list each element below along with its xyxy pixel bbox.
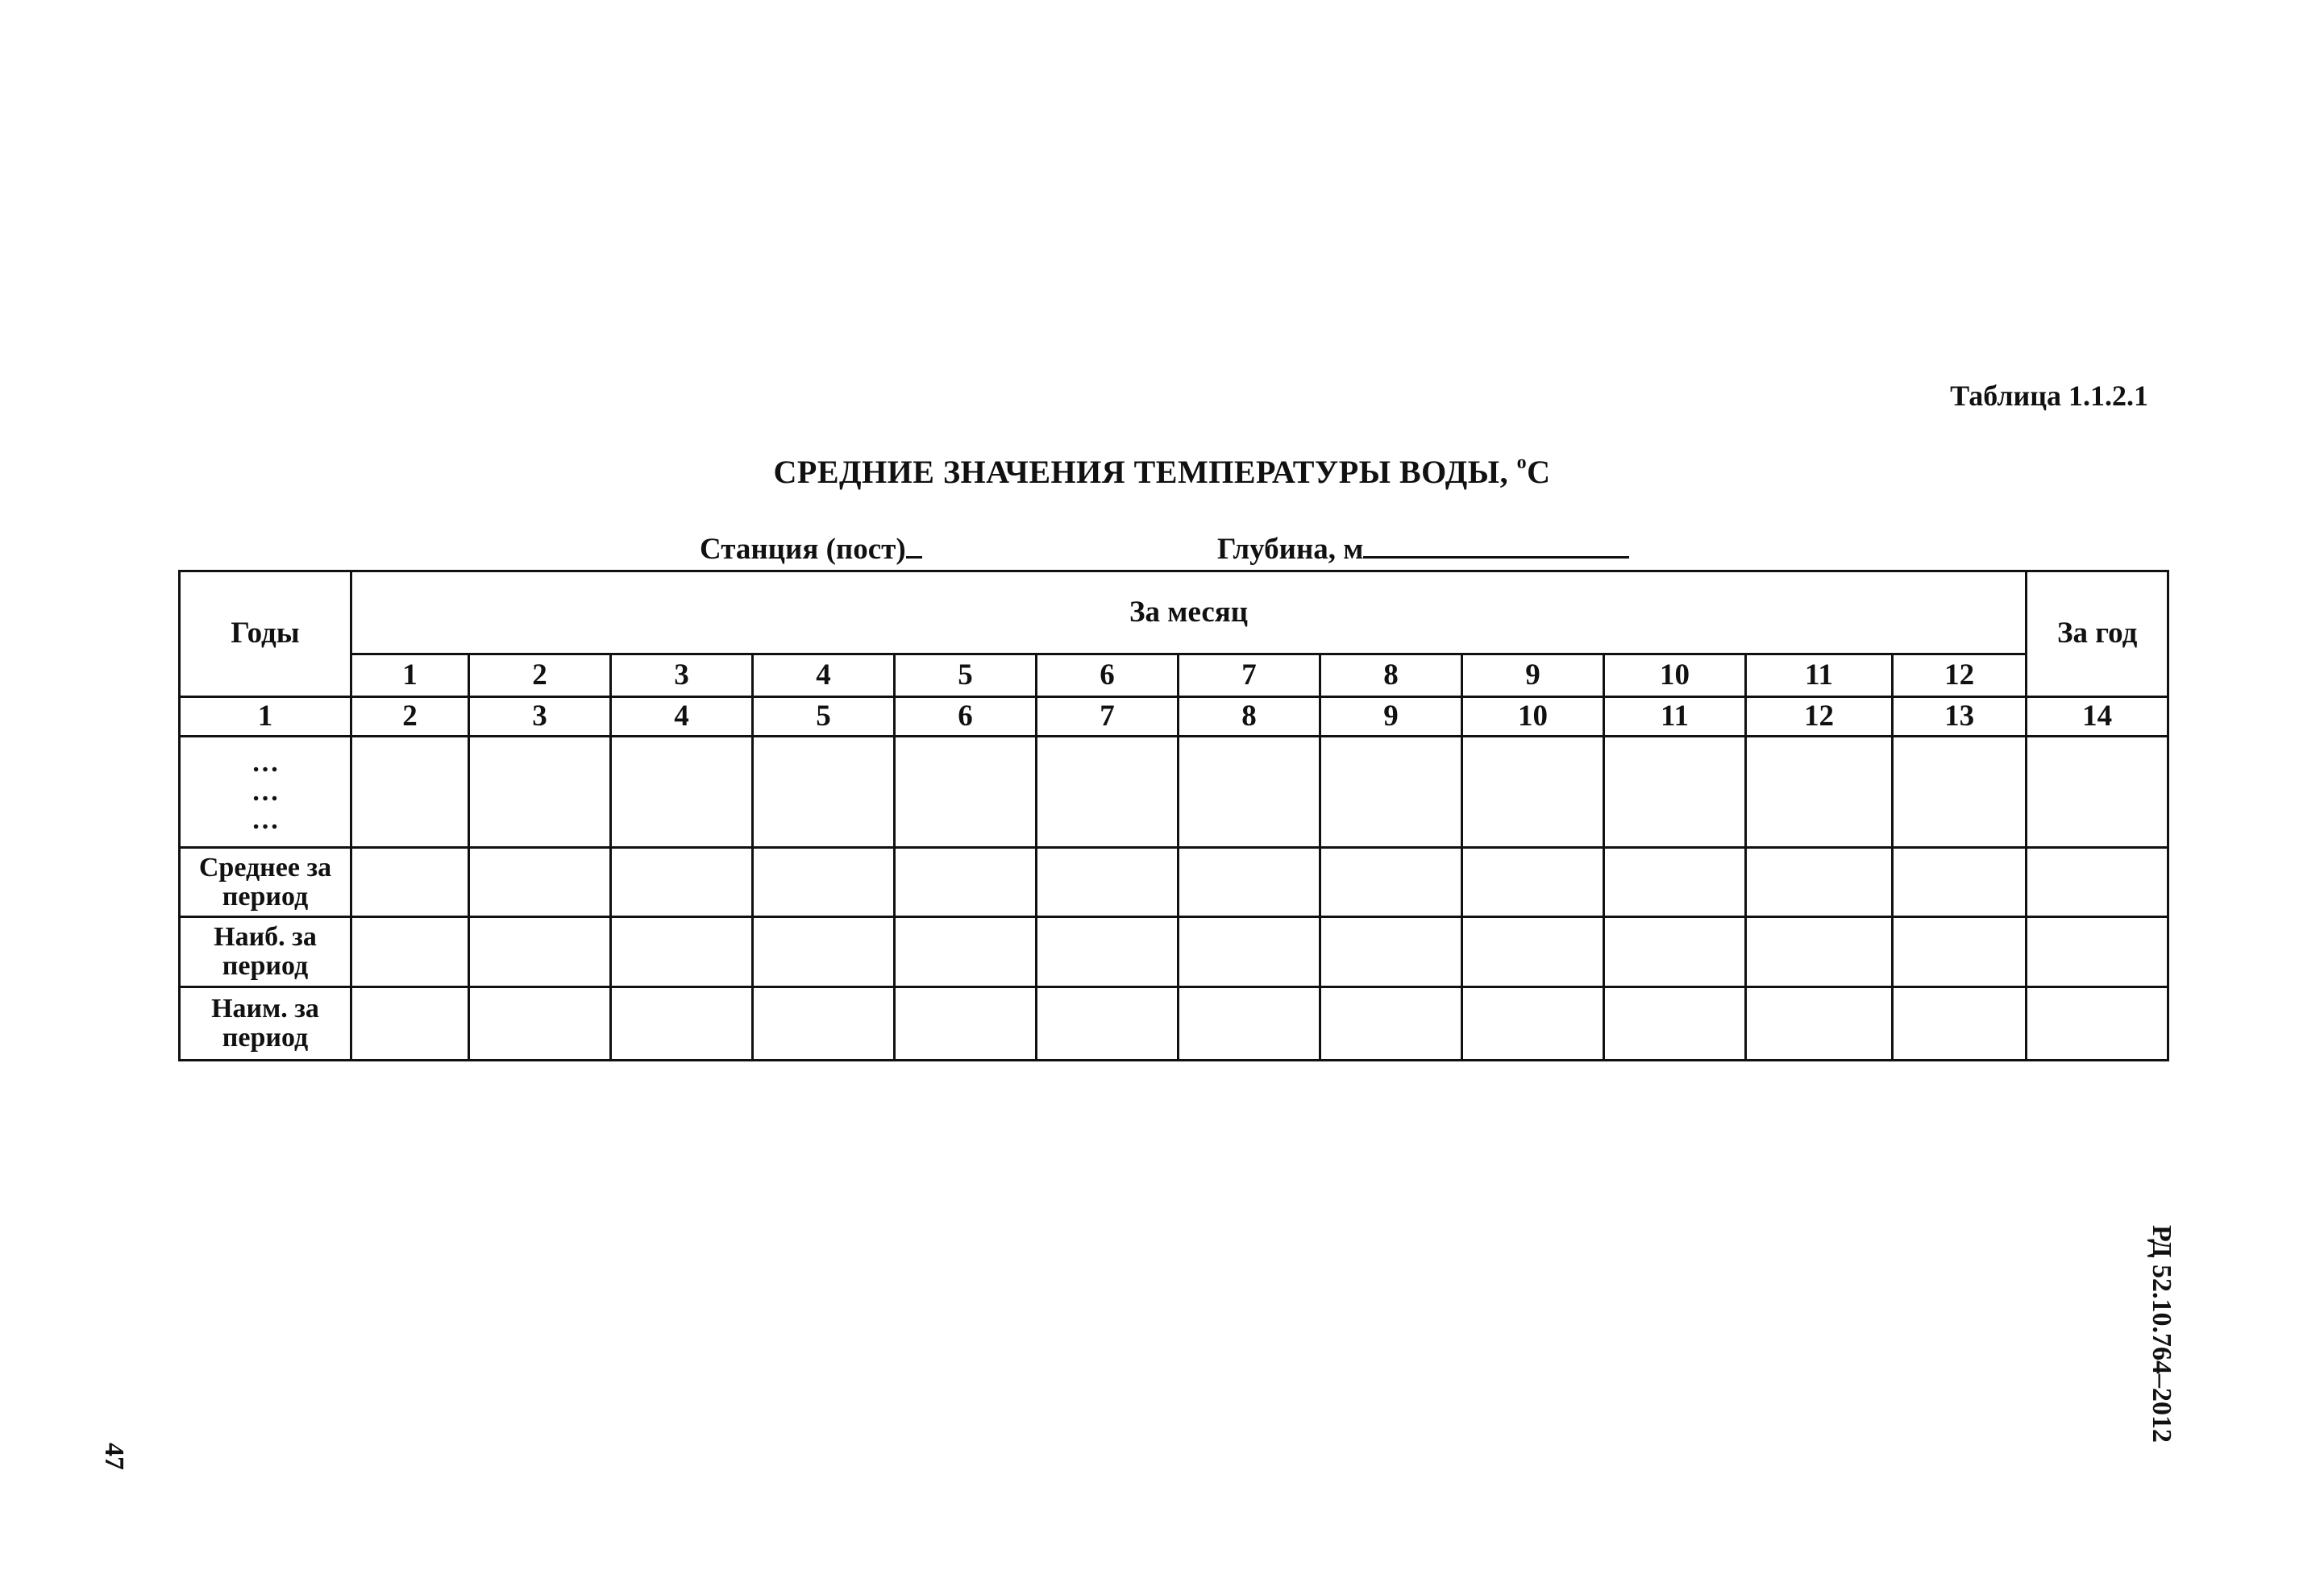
table-cell	[469, 987, 611, 1061]
table-cell	[351, 848, 469, 917]
years-ellipsis-cell	[180, 737, 351, 848]
depth-field	[1217, 532, 1629, 567]
table-cell	[753, 987, 895, 1061]
column-number: 8	[1179, 697, 1320, 737]
title-unit-degree: o	[1516, 451, 1528, 473]
table-cell	[2027, 848, 2168, 917]
summary-row-max	[180, 917, 2168, 987]
table-cell	[1037, 917, 1179, 987]
column-number: 10	[1462, 697, 1604, 737]
month-number: 12	[1893, 654, 2027, 697]
header-year: За год	[2027, 571, 2168, 697]
month-number: 10	[1604, 654, 1746, 697]
column-number: 11	[1604, 697, 1746, 737]
table-cell	[469, 737, 611, 848]
month-number: 9	[1462, 654, 1604, 697]
table-cell	[1320, 987, 1462, 1061]
month-number: 8	[1320, 654, 1462, 697]
ellipsis-mark: …	[252, 805, 279, 836]
table-cell	[2027, 917, 2168, 987]
table-cell	[351, 917, 469, 987]
table-cell	[895, 737, 1037, 848]
column-number: 7	[1037, 697, 1179, 737]
column-number: 1	[180, 697, 351, 737]
column-number: 5	[753, 697, 895, 737]
table-cell	[611, 737, 753, 848]
summary-label-line: Наиб. за	[214, 922, 317, 953]
page-number: 47	[99, 1443, 129, 1470]
month-numbers-row	[180, 654, 2168, 697]
table-cell	[1893, 737, 2027, 848]
column-number: 12	[1746, 697, 1893, 737]
table-cell	[611, 917, 753, 987]
table-cell	[1320, 848, 1462, 917]
table-cell	[469, 848, 611, 917]
table-cell	[1037, 848, 1179, 917]
title-unit: C	[1527, 454, 1551, 490]
table-cell	[1037, 737, 1179, 848]
page-title	[0, 453, 2324, 491]
table-cell	[351, 737, 469, 848]
table-cell	[1179, 737, 1320, 848]
table-cell	[1462, 848, 1604, 917]
table-cell	[1604, 848, 1746, 917]
column-number: 13	[1893, 697, 2027, 737]
column-numbers-row	[180, 697, 2168, 737]
table-cell	[895, 848, 1037, 917]
month-number: 1	[351, 654, 469, 697]
table-cell	[1893, 987, 2027, 1061]
table-cell	[611, 848, 753, 917]
years-data-row	[180, 737, 2168, 848]
table-cell	[1604, 737, 1746, 848]
column-number: 3	[469, 697, 611, 737]
table-cell	[1462, 737, 1604, 848]
table-cell	[1746, 917, 1893, 987]
table-number: Таблица 1.1.2.1	[1950, 380, 2148, 412]
table-cell	[1037, 987, 1179, 1061]
ellipsis-mark: …	[252, 776, 279, 807]
station-field	[700, 532, 922, 567]
header-month-group: За месяц	[351, 571, 2027, 654]
month-number: 5	[895, 654, 1037, 697]
summary-label-max	[180, 917, 351, 987]
table-cell	[753, 848, 895, 917]
table-cell	[753, 737, 895, 848]
summary-label-line: период	[222, 881, 309, 912]
ellipsis-mark: …	[252, 747, 279, 778]
table-cell	[1179, 848, 1320, 917]
summary-label-line: период	[222, 951, 309, 981]
table-cell	[1179, 987, 1320, 1061]
month-number: 4	[753, 654, 895, 697]
table-cell	[1320, 917, 1462, 987]
month-number: 7	[1179, 654, 1320, 697]
table-cell	[1462, 917, 1604, 987]
month-number: 2	[469, 654, 611, 697]
table-cell	[1462, 987, 1604, 1061]
table-cell	[611, 987, 753, 1061]
table-cell	[1604, 987, 1746, 1061]
summary-label-mean	[180, 848, 351, 917]
table-cell	[1746, 848, 1893, 917]
summary-row-min	[180, 987, 2168, 1061]
table-cell	[1179, 917, 1320, 987]
table-cell	[1320, 737, 1462, 848]
table-cell	[1746, 737, 1893, 848]
month-number: 11	[1746, 654, 1893, 697]
table-cell	[2027, 737, 2168, 848]
station-label: Станция (пост)	[700, 533, 906, 566]
month-number: 6	[1037, 654, 1179, 697]
column-number: 9	[1320, 697, 1462, 737]
depth-label: Глубина, м	[1217, 533, 1364, 566]
table-cell	[1893, 917, 2027, 987]
summary-label-line: период	[222, 1023, 309, 1053]
depth-underline	[1363, 532, 1629, 559]
column-number: 6	[895, 697, 1037, 737]
station-underline	[906, 532, 922, 559]
summary-label-line: Среднее за	[198, 852, 332, 883]
document-code: РД 52.10.764–2012	[2147, 1225, 2176, 1443]
column-number: 4	[611, 697, 753, 737]
summary-row-mean	[180, 848, 2168, 917]
table-cell	[469, 917, 611, 987]
table-cell	[895, 917, 1037, 987]
column-number: 2	[351, 697, 469, 737]
table-cell	[1893, 848, 2027, 917]
temperature-table	[178, 570, 2169, 1061]
table-cell	[2027, 987, 2168, 1061]
month-number: 3	[611, 654, 753, 697]
table-cell	[895, 987, 1037, 1061]
summary-label-min	[180, 987, 351, 1061]
table-cell	[351, 987, 469, 1061]
header-years: Годы	[180, 571, 351, 697]
column-number: 14	[2027, 697, 2168, 737]
header-row	[180, 571, 2168, 654]
table-cell	[753, 917, 895, 987]
table-cell	[1604, 917, 1746, 987]
title-text: СРЕДНИЕ ЗНАЧЕНИЯ ТЕМПЕРАТУРЫ ВОДЫ,	[773, 454, 1509, 490]
table-cell	[1746, 987, 1893, 1061]
summary-label-line: Наим. за	[211, 994, 319, 1024]
